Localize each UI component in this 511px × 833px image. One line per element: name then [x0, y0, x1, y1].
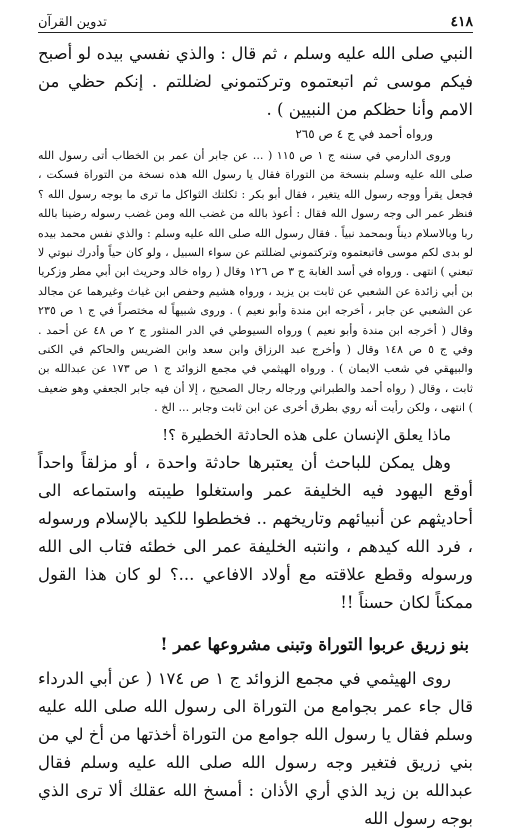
paragraph-prophet-quote: النبي صلى الله عليه وسلم ، ثم قال : والذي نفسي بيده لو أصبح فيكم موسى ثم اتبعتموه وتركتموني لضللتم . إنكم حظي من الامم وأنا حظكم من النبيين ) . — [38, 44, 473, 119]
paragraph-haythami-narration: روى الهيثمي في مجمع الزوائد ج ١ ص ١٧٤ ( عن أبي الدرداء قال جاء عمر بجوامع من التوراة الى رسول الله صلى الله عليه وسلم فقال يا رسول الله جوامع من التوراة أخذتها من أخ لي من بني زريق فتغير وجه رسول الله صلى الله عليه وسلم فقال عبدالله بن زيد الذي أري الأذان : أمسخ الله عقلك ألا ترى الذي بوجه رسول الله — [38, 668, 473, 828]
page-number: ٤١٨ — [450, 14, 473, 30]
paragraph-question: ماذا يعلق الإنسان على هذه الحادثة الخطيرة ؟! — [162, 425, 451, 444]
reference-line: ورواه أحمد في ج ٤ ص ٢٦٥ — [295, 127, 433, 141]
running-title: تدوين القرآن — [38, 15, 107, 30]
page-body — [38, 40, 473, 833]
paragraph-analysis: وهل يمكن للباحث أن يعتبرها حادثة واحدة ، أو مزلقاً واحداً أوقع اليهود فيه الخليفة عمر واستغلوا طيبته واستماعه الى أحاديثهم عن أنبيائهم وتاريخهم .. فخططوا للكيد بالإسلام ورسوله ، فرد الله كيدهم ، وانتبه الخليفة عمر الى خطئه فتاب الى الله ورسوله وقطع علاقته مع أولاد الافاعي ...؟ لو كان هذا القول ممكناً لكان حسناً !! — [38, 452, 473, 612]
page-header — [38, 8, 473, 33]
section-title: بنو زريق عربوا التوراة وتبنى مشروعها عمر ! — [160, 634, 469, 654]
paragraph-darimi-narration: وروى الدارمي في سننه ج ١ ص ١١٥ ( ... عن جابر أن عمر بن الخطاب أتى رسول الله صلى الله عليه وسلم بنسخة من التوراة فقال يا رسول الله هذه نسخة من التوراة فسكت ، فجعل يقرأ ووجه رسول الله يتغير ، فقال أبو بكر : ثكلتك الثواكل ما ترى ما بوجه رسول الله ؟ فنظر عمر الى وجه رسول الله فقال : أعوذ بالله من غضب الله ومن غضب رسوله رضينا بالله ربا وبالاسلام ديناً وبمحمد نبياً . فقال رسول الله صلى الله عليه وسلم : والذي نفس محمد بيده لو بدى لكم موسى فاتبعتموه وتركتموني لضللتم عن سواء السبيل ، ولو كان حياً وأدرك نبوتي لا تبعني ) انتهى . ورواه في أسد الغابة ج ٣ ص ١٢٦ وقال ( رواه خالد وحريث ابن أبي مطر وزكريا بن أبي زائدة عن الشعبي عن ثابت بن يزيد ، ورواه هشيم وحفص ابن غياث وغيرهما عن مجالد عن الشعبي عن جابر ، أخرجه ابن مندة وأبو نعيم ) . وروى شبيهاً له مختصراً في ج ١ ص ٢٣٥ وقال ( أخرجه ابن مندة وأبو نعيم ) ورواه السيوطي في الدر المنثور ج ٢ ص ٤٨ عن أحمد . وفي ج ٥ ص ١٤٨ وقال ( وأخرج عبد الرزاق وابن سعد وابن الضريس والحاكم في الكنى والبيهقي في شعب الايمان ) . ورواه الهيثمي في مجمع الزوائد ج ١ ص ١٧٣ عن عبدالله بن ثابت ، وقال ( رواه أحمد والطبراني ورجاله رجال الصحيح ، إلا أن فيه جابر الجعفي وهو ضعيف ) انتهى ، ولكن رأيت أنه روي بطرق أخرى عن ابن ثابت وجابر ... الخ . — [38, 149, 474, 415]
